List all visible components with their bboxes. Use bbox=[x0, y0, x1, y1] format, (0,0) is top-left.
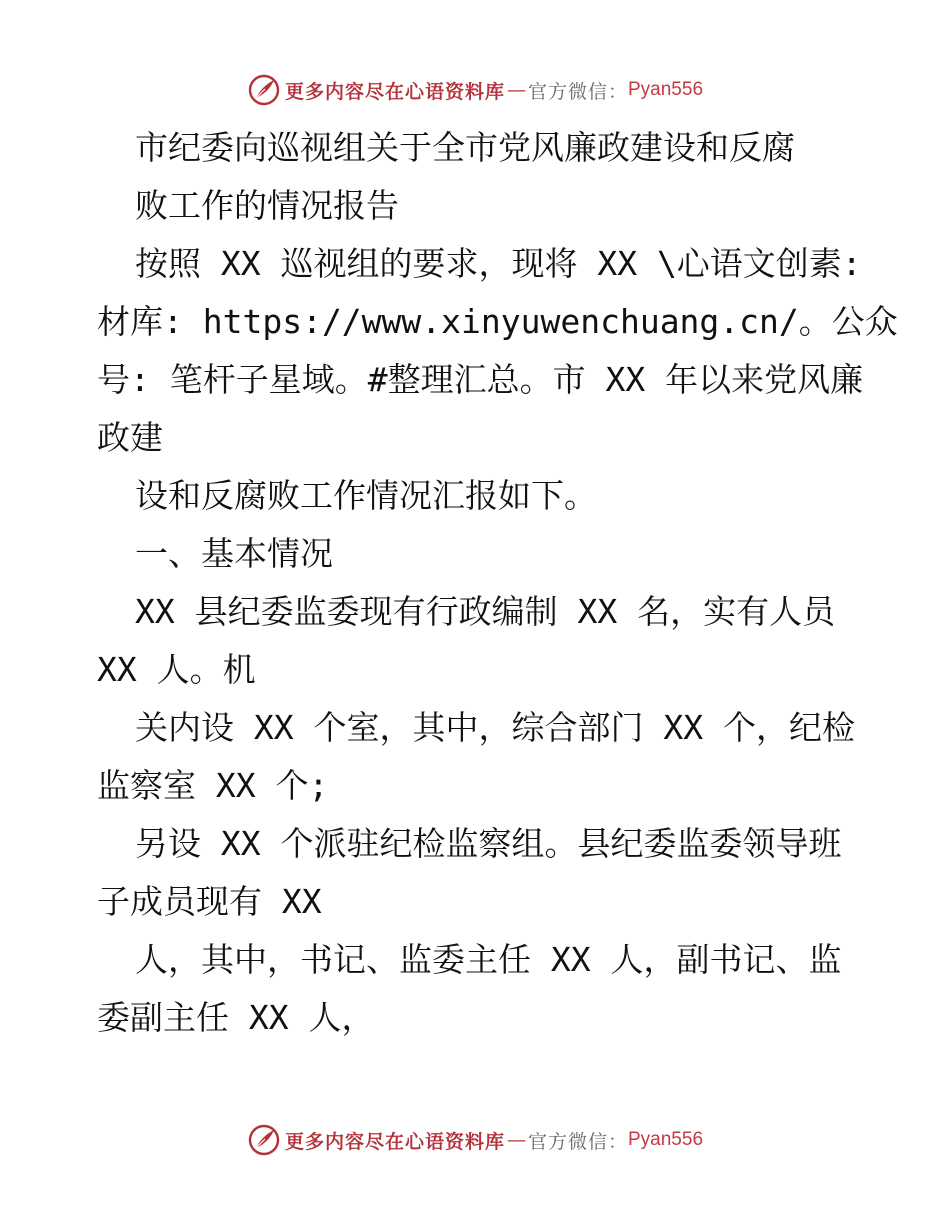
watermark-wechat-label: 官方微信： bbox=[527, 1130, 628, 1153]
doc-paragraph-line: 号: 笔杆子星域。#整理汇总。市 XX 年以来党风廉 bbox=[97, 360, 864, 399]
doc-paragraph-line: 人，其中，书记、监委主任 XX 人，副书记、监 bbox=[135, 940, 842, 979]
doc-paragraph-line: 按照 XX 巡视组的要求，现将 XX \心语文创素: bbox=[135, 244, 862, 283]
doc-title-line-2: 败工作的情况报告 bbox=[135, 186, 399, 225]
doc-paragraph-line: 委副主任 XX 人， bbox=[97, 998, 375, 1037]
doc-paragraph-line: XX 人。机 bbox=[97, 650, 256, 689]
doc-title-line-1: 市纪委向巡视组关于全市党风廉政建设和反腐 bbox=[135, 128, 795, 167]
watermark-site-text: 更多内容尽在心语资料库 bbox=[284, 80, 505, 103]
doc-paragraph-line: 关内设 XX 个室，其中，综合部门 XX 个，纪检 bbox=[135, 708, 855, 747]
watermark-wechat-id: Pyan556 bbox=[628, 1129, 704, 1150]
feather-pen-logo-icon bbox=[247, 1123, 281, 1157]
doc-paragraph-line: 子成员现有 XX bbox=[97, 882, 322, 921]
doc-paragraph-line: 政建 bbox=[97, 418, 163, 457]
doc-paragraph-line: XX 县纪委监委现有行政编制 XX 名，实有人员 bbox=[135, 592, 836, 631]
watermark-site-text: 更多内容尽在心语资料库 bbox=[284, 1130, 505, 1153]
watermark-dash: — bbox=[506, 79, 526, 101]
doc-paragraph-line: 另设 XX 个派驻纪检监察组。县纪委监委领导班 bbox=[135, 824, 842, 863]
watermark-footer bbox=[0, 1120, 950, 1160]
feather-pen-logo-icon bbox=[247, 73, 281, 107]
document-body bbox=[97, 119, 898, 1047]
watermark-header bbox=[0, 70, 950, 110]
doc-paragraph-line: 设和反腐败工作情况汇报如下。 bbox=[135, 476, 597, 515]
doc-section-heading: 一、基本情况 bbox=[135, 534, 333, 573]
watermark-wechat-id: Pyan556 bbox=[628, 79, 704, 100]
watermark-wechat-label: 官方微信： bbox=[527, 80, 628, 103]
watermark-dash: — bbox=[506, 1129, 526, 1151]
doc-paragraph-line: 监察室 XX 个; bbox=[97, 766, 329, 805]
doc-paragraph-line: 材库: https://www.xinyuwenchuang.cn/。公众 bbox=[97, 302, 898, 341]
